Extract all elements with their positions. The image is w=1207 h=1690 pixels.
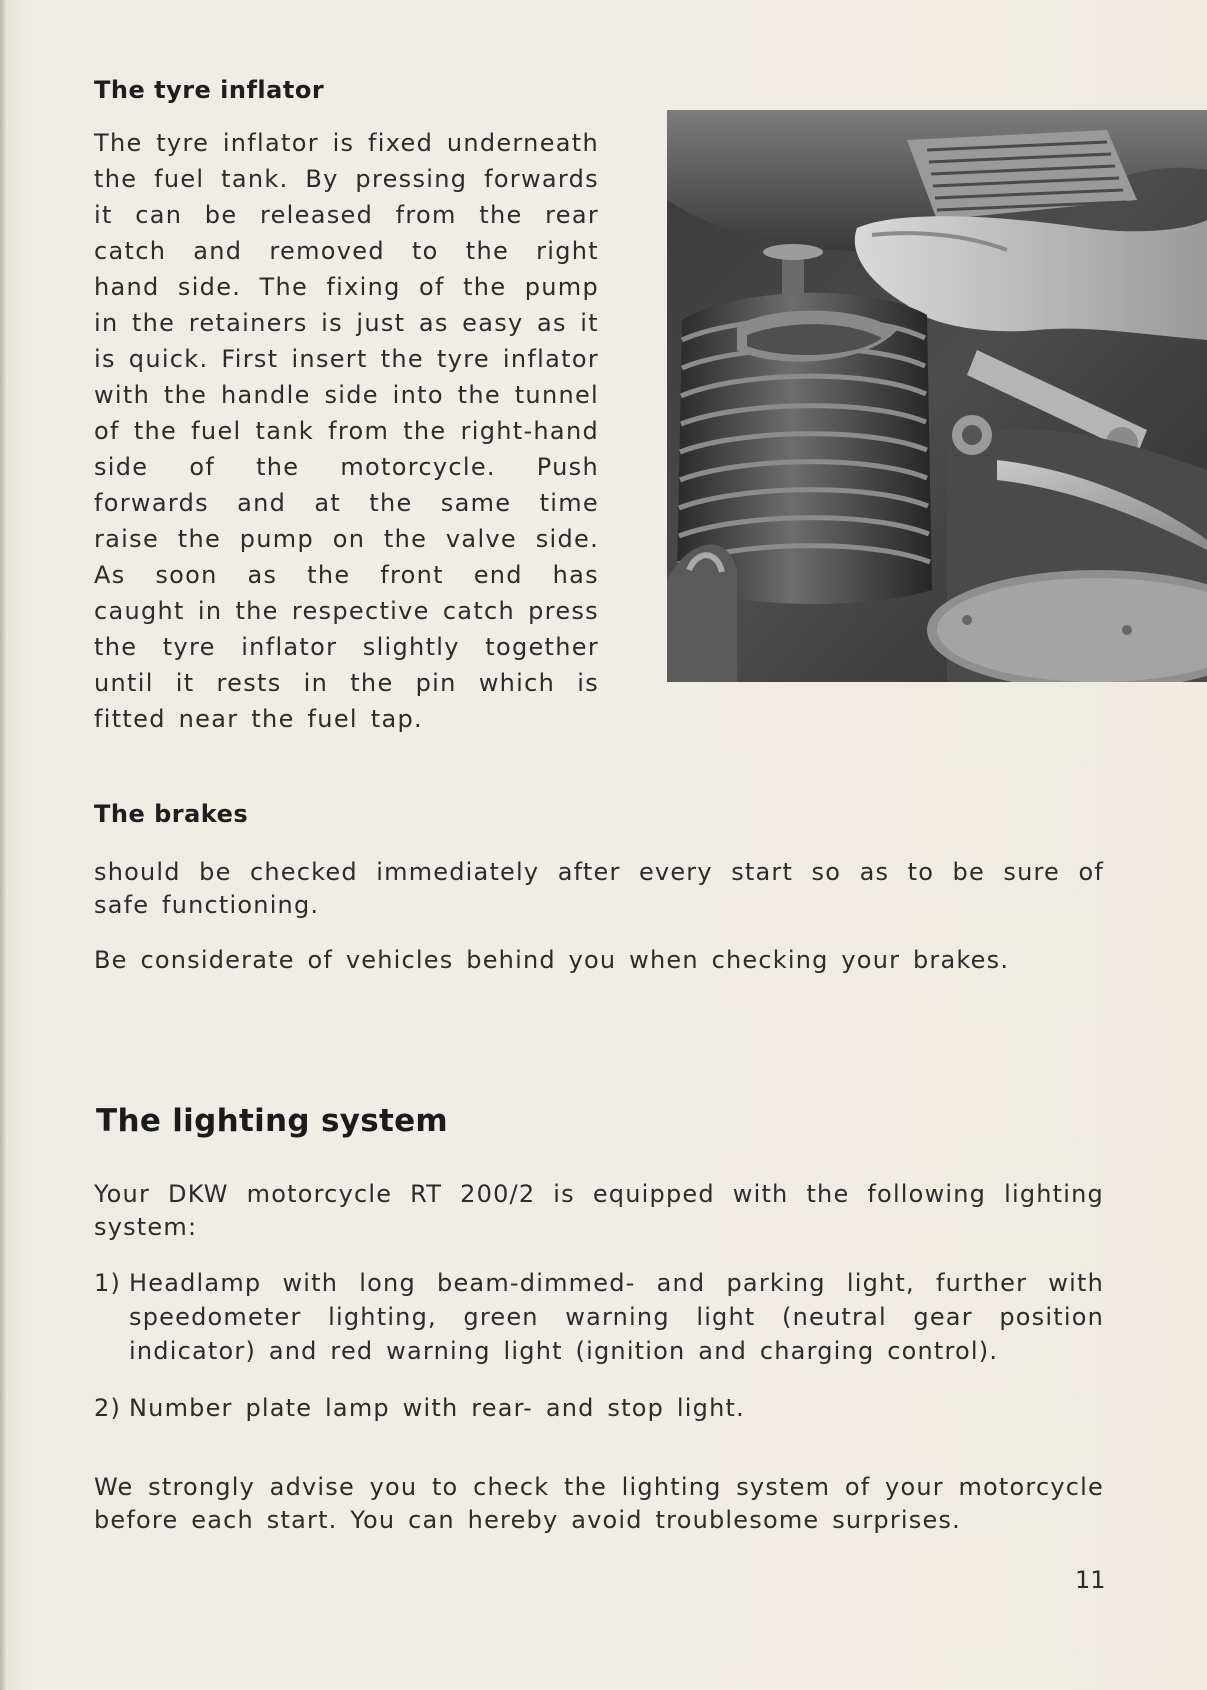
tyre-inflator-paragraph: The tyre inflator is fixed underneath the fuel tank. By pressing forwards it can be released from the rear catch and removed to the right hand side. The fixing of the pump in the retainers is just as easy as it is quick. First insert the tyre inflator with the handle side into the tunnel of the fuel tank from the right-hand side of the motorcycle. Push forwards and at the same time raise the pump on the valve side. As soon as the front end has caught in the respective catch press the tyre inflator slightly together until it rests in the pin which is fitted near the fuel tap. — [94, 129, 599, 733]
brakes-heading: The brakes — [94, 800, 249, 828]
engine-tyre-inflator-photo — [667, 110, 1207, 682]
lighting-list-item — [94, 1266, 1104, 1368]
list-item-number: 2) — [94, 1394, 122, 1422]
list-item-number: 1) — [94, 1269, 122, 1297]
brakes-paragraph-1: should be checked immediately after every start so as to be sure of safe functioning. — [94, 858, 1104, 919]
brakes-paragraph-2: Be considerate of vehicles behind you when checking your brakes. — [94, 946, 1010, 974]
lighting-advice-paragraph: We strongly advise you to check the lighting system of your motorcycle before each start. You can hereby avoid troublesome surprises. — [94, 1473, 1104, 1534]
list-item-text: Number plate lamp with rear- and stop light. — [129, 1394, 745, 1422]
list-item-text: Headlamp with long beam-dimmed- and parking light, further with speedometer lighting, green warning light (neutral gear position indicator) and red warning light (ignition and charging control). — [129, 1269, 1104, 1365]
page-spine-shadow — [0, 0, 6, 1690]
lighting-list-item — [94, 1391, 1104, 1425]
tyre-inflator-heading: The tyre inflator — [94, 76, 325, 104]
lighting-intro-paragraph: Your DKW motorcycle RT 200/2 is equipped with the following lighting system: — [94, 1180, 1104, 1241]
lighting-system-heading: The lighting system — [96, 1103, 448, 1139]
page-number: 11 — [1075, 1566, 1106, 1594]
